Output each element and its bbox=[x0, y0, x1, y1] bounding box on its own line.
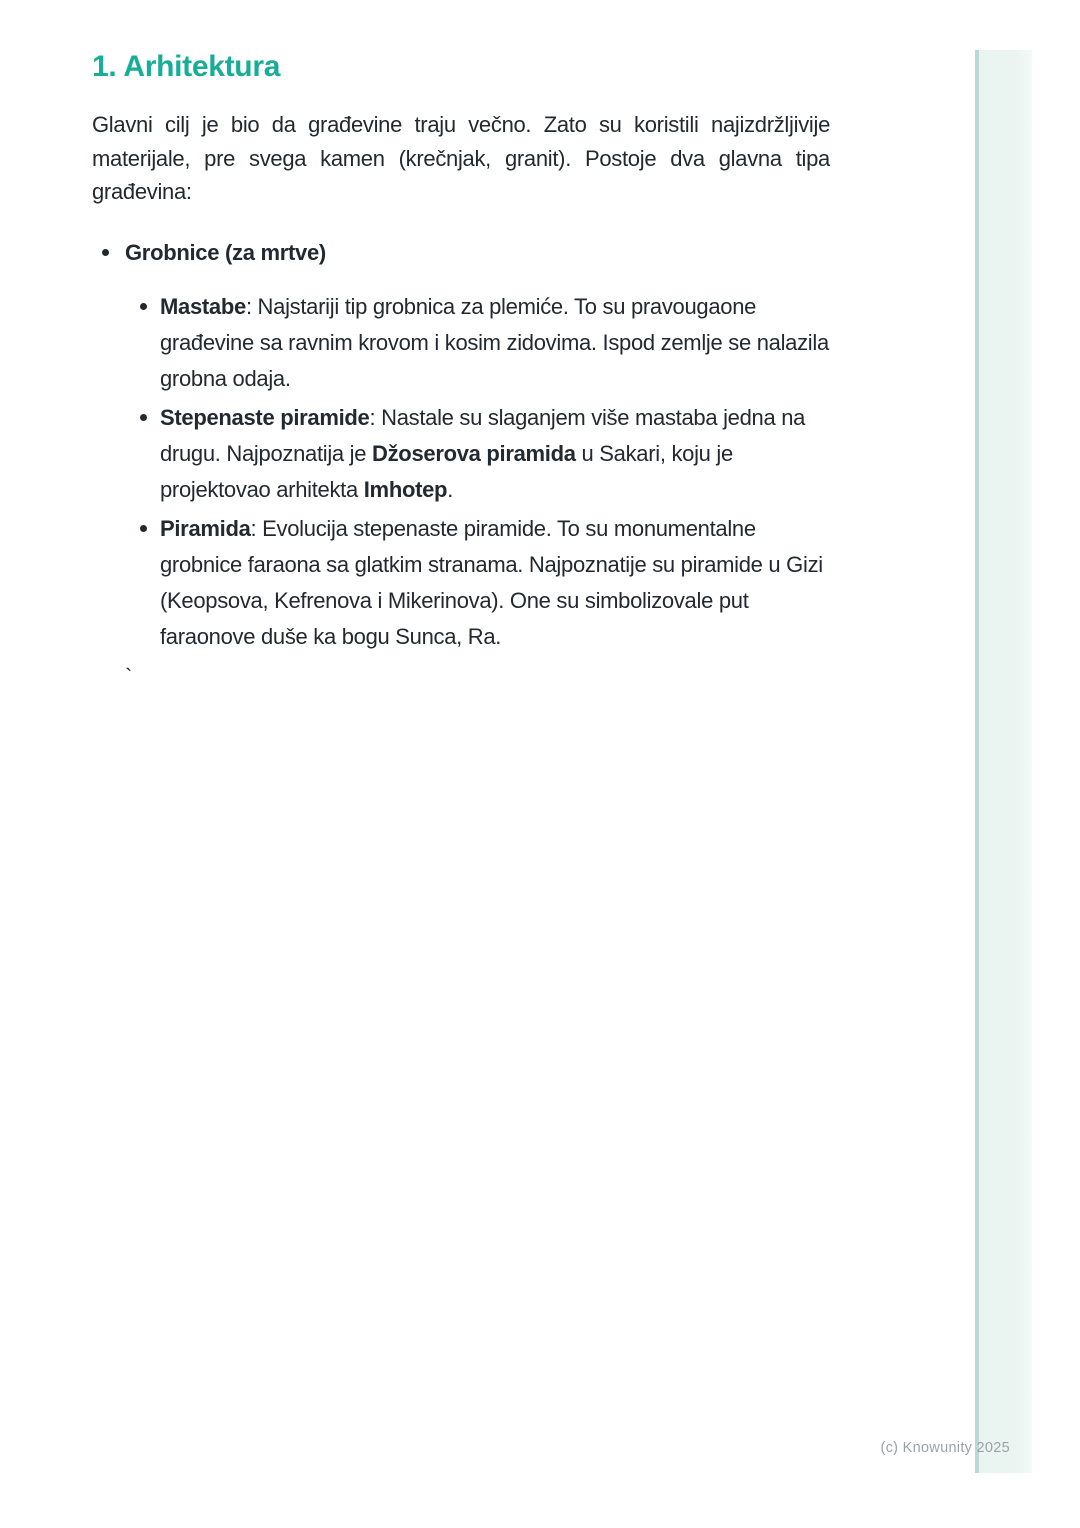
text-segment: : Nastale su slaganjem više mastaba jedna na drugu. Najpoznatija je bbox=[160, 404, 806, 466]
text-segment: Imhotep bbox=[363, 476, 448, 502]
list-item-piramida bbox=[160, 511, 830, 655]
bullet-icon bbox=[140, 525, 147, 532]
page-edge-stripe bbox=[975, 50, 1032, 1473]
page-content bbox=[92, 50, 830, 695]
tomb-types-list bbox=[92, 235, 830, 655]
text-segment: : Evolucija stepenaste piramide. To su monumentalne grobnice faraona sa glatkim stranama. Najpoznatije su piramide u Gizi (Keopsova, Kefrenova i Mikerinova). One su simbolizovale put faraonove duše ka bogu Sunca, Ra. bbox=[160, 515, 823, 649]
list-item-text bbox=[160, 405, 805, 502]
copyright-footer: (c) Knowunity 2025 bbox=[880, 1440, 1010, 1456]
list-item-mastabe bbox=[160, 289, 830, 397]
bullet-icon bbox=[140, 414, 147, 421]
intro-paragraph: Glavni cilj je bio da građevine traju večno. Zato su koristili najizdržljivije materijale, pre svega kamen (krečnjak, granit). Postoje dva glavna tipa građevina: bbox=[92, 112, 830, 204]
tomb-subtypes-list bbox=[125, 289, 830, 655]
text-segment: Piramida bbox=[160, 515, 251, 541]
text-segment: Stepenaste piramide bbox=[160, 404, 370, 430]
list-item-label: Grobnice (za mrtve) bbox=[125, 239, 326, 265]
list-item-stepenaste-piramide bbox=[160, 400, 830, 508]
list-item-text bbox=[160, 516, 823, 649]
text-segment: projektovao arhitekta bbox=[160, 476, 364, 502]
stray-mark: ` bbox=[125, 663, 133, 689]
bullet-icon bbox=[102, 249, 109, 256]
text-segment: : Najstariji tip grobnica za plemiće. To su pravougaone građevine sa ravnim krovom i kosim zidovima. Ispod zemlje se nalazila grobna odaja. bbox=[160, 293, 829, 391]
text-segment: Džoserova piramida bbox=[372, 440, 576, 466]
text-segment: u Sakari, koju je bbox=[575, 440, 733, 466]
text-segment: Mastabe bbox=[160, 293, 246, 319]
text-segment: . bbox=[447, 476, 454, 502]
list-item-grobnice bbox=[125, 235, 830, 655]
section-heading: 1. Arhitektura bbox=[92, 50, 281, 83]
bullet-icon bbox=[140, 303, 147, 310]
list-item-text bbox=[160, 294, 829, 391]
